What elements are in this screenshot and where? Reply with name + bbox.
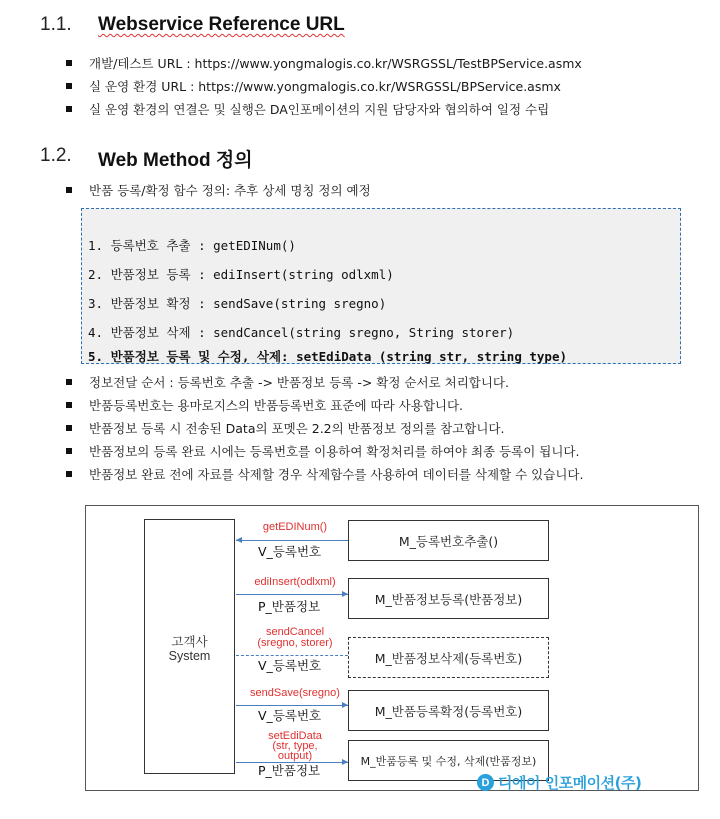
method-label: ediInsert(odlxml) — [254, 576, 336, 588]
method-box: M_반품등록확정(등록번호) — [348, 690, 549, 731]
arrow-right-icon — [236, 594, 348, 595]
logo-icon: D — [477, 774, 494, 791]
bullet-icon — [66, 448, 72, 454]
list-item: 반품등록번호는 용마로지스의 반품등록번호 표준에 따라 사용합니다. — [66, 398, 463, 414]
list-item: 반품정보 등록 시 전송된 Data의 포멧은 2.2의 반품정보 정의를 참고합니다. — [66, 421, 505, 437]
bullet-icon — [66, 402, 72, 408]
list-item: 정보전달 순서 : 등록번호 추출 -> 반품정보 등록 -> 확정 순서로 처리합니다. — [66, 375, 509, 391]
param-label: P_반품정보 — [258, 599, 321, 614]
list-item: 실 운영 환경 URL : https://www.yongmalogis.co.kr/WSRGSSL/BPService.asmx — [66, 79, 561, 95]
list-item: 반품 등록/확정 함수 정의: 추후 상세 명칭 정의 예정 — [66, 183, 371, 199]
code-line: 2. 반품정보 등록 : ediInsert(string odlxml) — [88, 267, 394, 282]
bullet-icon — [66, 187, 72, 193]
bullet-icon — [66, 60, 72, 66]
method-label: (sregno, storer) — [257, 637, 333, 649]
arrow-left-icon — [236, 540, 348, 541]
method-box: M_반품정보등록(반품정보) — [348, 578, 549, 619]
param-label: P_반품정보 — [258, 763, 321, 778]
system-label: System — [168, 649, 211, 663]
method-box: M_반품정보삭제(등록번호) — [348, 637, 549, 678]
section-title: Webservice Reference URL — [98, 14, 345, 35]
method-label: sendSave(sregno) — [250, 687, 340, 699]
bullet-icon — [66, 425, 72, 431]
method-label: getEDINum() — [262, 521, 328, 533]
method-box: M_반품등록 및 수정, 삭제(반품정보) — [348, 740, 549, 781]
code-line: 5. 반품정보 등록 및 수정, 삭제: setEdiData (string str, string type) — [88, 349, 568, 364]
section-number: 1.1. — [40, 14, 72, 35]
code-line: 4. 반품정보 삭제 : sendCancel(string sregno, String storer) — [88, 325, 515, 340]
list-item: 반품정보의 등록 완료 시에는 등록번호를 이용하여 확정처리를 하여야 최종 등록이 됩니다. — [66, 444, 579, 460]
method-label: (str, type, — [272, 740, 318, 752]
section-number: 1.2. — [40, 145, 72, 166]
param-label: V_등록번호 — [258, 708, 322, 723]
code-block — [81, 208, 681, 364]
code-line: 1. 등록번호 추출 : getEDINum() — [88, 238, 296, 253]
method-box: M_등록번호추출() — [348, 520, 549, 561]
bullet-icon — [66, 471, 72, 477]
list-item: 개발/테스트 URL : https://www.yongmalogis.co.kr/WSRGSSL/TestBPService.asmx — [66, 56, 582, 72]
list-item: 반품정보 완료 전에 자료를 삭제할 경우 삭제함수를 사용하여 데이터를 삭제할 수 있습니다. — [66, 467, 583, 483]
param-label: V_등록번호 — [258, 658, 322, 673]
method-label: sendCancel — [265, 626, 325, 638]
company-logo — [477, 772, 641, 793]
system-label: 고객사 — [171, 635, 208, 649]
bullet-icon — [66, 83, 72, 89]
bullet-icon — [66, 379, 72, 385]
list-item: 실 운영 환경의 연결은 및 실행은 DA인포메이션의 지원 담당자와 협의하여 일정 수립 — [66, 102, 549, 118]
section-title: Web Method 정의 — [98, 150, 253, 171]
param-label: V_등록번호 — [258, 544, 322, 559]
logo-text: 디에이 인포메이션(주) — [498, 774, 642, 792]
method-label: output) — [277, 750, 313, 762]
bullet-icon — [66, 106, 72, 112]
code-line: 3. 반품정보 확정 : sendSave(string sregno) — [88, 296, 387, 311]
method-label: setEdiData — [268, 730, 322, 742]
